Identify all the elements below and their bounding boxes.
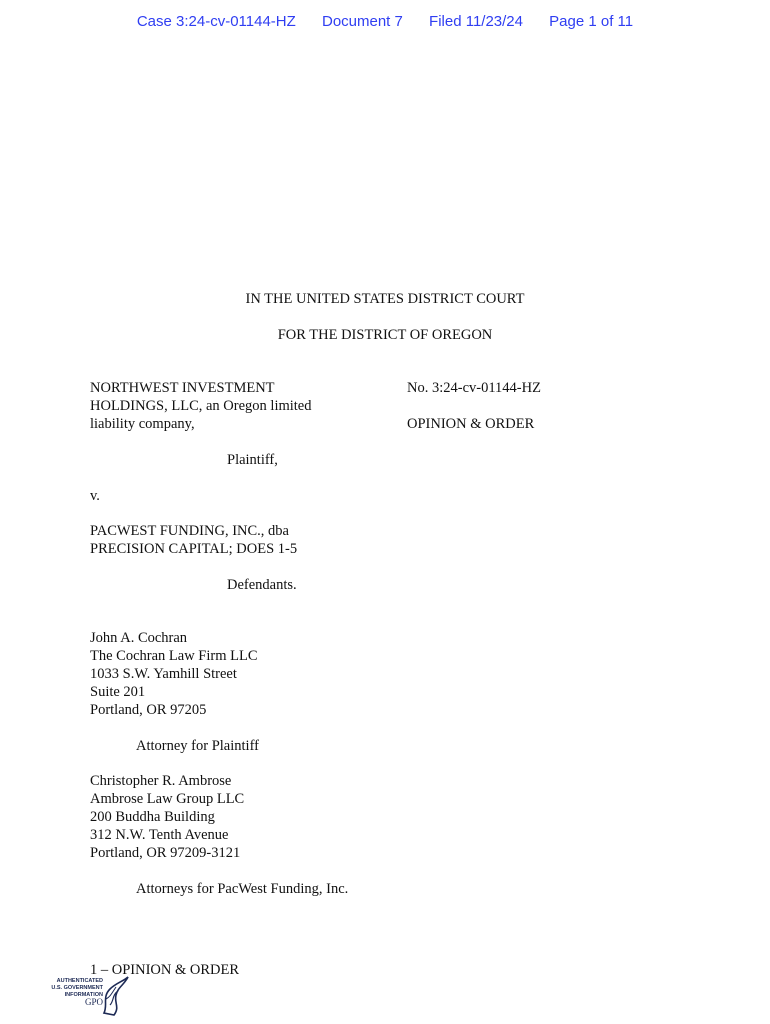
defendant-role: Defendants. <box>227 577 297 593</box>
ecf-header-stamp <box>0 13 770 30</box>
counsel-role: Attorney for Plaintiff <box>136 738 259 754</box>
counsel-line: 1033 S.W. Yamhill Street <box>90 666 237 682</box>
court-name: IN THE UNITED STATES DISTRICT COURT <box>245 291 525 307</box>
counsel-line: John A. Cochran <box>90 630 188 646</box>
counsel-line: Ambrose Law Group LLC <box>90 791 245 807</box>
counsel-line: Portland, OR 97209-3121 <box>90 845 241 861</box>
document-title: OPINION & ORDER <box>407 416 535 432</box>
defendant-name-line: PRECISION CAPITAL; DOES 1-5 <box>90 541 298 557</box>
counsel-line: Portland, OR 97205 <box>90 702 207 718</box>
counsel-line: 200 Buddha Building <box>90 809 215 825</box>
counsel-line: 312 N.W. Tenth Avenue <box>90 827 229 843</box>
page-footer: 1 – OPINION & ORDER <box>90 962 240 978</box>
counsel-line: Christopher R. Ambrose <box>90 773 232 789</box>
header-page-count: Page 1 of 11 <box>549 13 634 30</box>
seal-text-line: U.S. GOVERNMENT <box>51 985 103 991</box>
header-case-number: Case 3:24-cv-01144-HZ <box>136 13 296 30</box>
court-district: FOR THE DISTRICT OF OREGON <box>277 327 493 343</box>
plaintiff-role: Plaintiff, <box>227 452 278 468</box>
counsel-line: The Cochran Law Firm LLC <box>90 648 258 664</box>
plaintiff-name-line: NORTHWEST INVESTMENT <box>90 380 275 396</box>
gpo-authentication-seal <box>45 975 135 1017</box>
case-number: No. 3:24-cv-01144-HZ <box>407 380 541 396</box>
eagle-icon <box>100 975 130 1017</box>
seal-gpo-text: GPO <box>85 997 104 1007</box>
counsel-line: Suite 201 <box>90 684 146 700</box>
header-document-number: Document 7 <box>321 13 403 30</box>
header-filed-date: Filed 11/23/24 <box>429 13 523 30</box>
counsel-role: Attorneys for PacWest Funding, Inc. <box>136 881 349 897</box>
defendant-name-line: PACWEST FUNDING, INC., dba <box>90 523 289 539</box>
seal-text-line: AUTHENTICATED <box>56 978 103 984</box>
plaintiff-name-line: liability company, <box>90 416 195 432</box>
seal-text-line: INFORMATION <box>64 992 103 998</box>
plaintiff-name-line: HOLDINGS, LLC, an Oregon limited <box>90 398 312 414</box>
versus: v. <box>90 488 100 504</box>
